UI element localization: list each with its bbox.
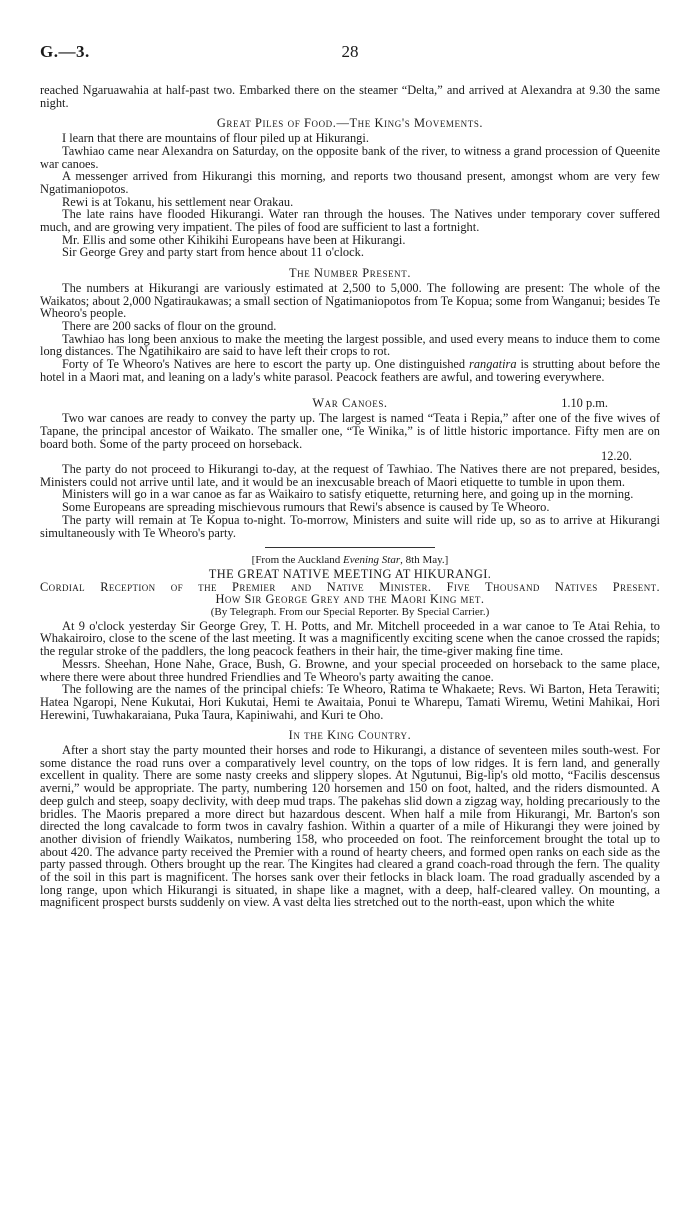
page-number: 28 [341, 42, 359, 61]
page-header [40, 42, 660, 66]
dispatch-time: 12.20. [601, 449, 632, 464]
document-reference: G.—3. [40, 42, 90, 61]
paragraph: The party will remain at Te Kopua to-night. To-morrow, Ministers and suite will ride up, so as to arrive at Hikurangi simultaneously with Te Wheoro's party. [40, 512, 660, 540]
paragraph: After a short stay the party mounted their horses and rode to Hikurangi, a distance of seventeen miles south-west. For some distance the road runs over a comparatively level country, on the tops of low ridges. It is fern land, and generally excellent in quality. There are some nasty creeks and slippery slopes. At Ngutunui, Big-lip's old motto, “Facilis descensus averni,” would be appropriate. The party, numbering 120 horsemen and 150 on foot, halted, and the riders dismounted. A deep gulch and steep, soapy declivity, with deep mud traps. The pakehas slid down a zigzag way, holding precariously to the bridles. The Maoris prepared a more direct but hazardous descent. When half a mile from Hikurangi, Mr. Barton's son directed the long cavalcade to form twos in cavalry fashion. Within a quarter of a mile of Hikurangi they were joined by another division of friendly Waikatos, numbering 158, who proceeded on foot. The reinforcement brought the total up to about 420. The advance party received the Premier with a round of hearty cheers, and formed open ranks on each side as the party passed through. Others brought up the rear. The Kingites had cleared a grand coach-road through the fern. The quality of the soil in this part is magnificent. The horses sank over their fetlocks in black loam. The road gradually ascended by a long range, upon which Hikurangi is situated, in shape like a magnet, with a deep, half-cleared valley. On mounting, a magnificent prospect bursts suddenly on view. A vast delta lies stretched out to the north-east, upon which the white [40, 743, 660, 910]
paragraph: The late rains have flooded Hikurangi. Water ran through the houses. The Natives under temporary cover suffered much, and are growing very impatient. The piles of food are sufficient to last a fortnight. [40, 207, 660, 235]
paragraph: Tawhiao came near Alexandra on Saturday, on the opposite bank of the river, to witness a grand procession of Queenite war canoes. [40, 143, 660, 171]
paragraph-intro: reached Ngaruawahia at half-past two. Embarked there on the steamer “Delta,” and arrived at Alexandra at 9.30 the same night. [40, 83, 660, 110]
section-heading-war-canoes [40, 397, 660, 410]
section-heading-king-country: In the King Country. [288, 728, 412, 743]
paragraph: The party do not proceed to Hikurangi to-day, at the request of Tawhiao. The Natives there are not prepared, besides, Ministers could not arrive until late, and it would be an inexcusable breach of Maori etiquette to tumble in upon them. [40, 461, 660, 489]
text-run: is strutting about before the hotel in a Maori mat, and leaning on a lady's white parasol. Peacock feathers are awful, and towering everywhere. [40, 357, 660, 384]
paragraph: The numbers at Hikurangi are variously estimated at 2,500 to 5,000. The following are present: The whole of the Waikatos; about 2,000 Ngatiraukawas; a small section of Ngatimaniopotos from Te Kopua; some from Wanganui; besides Te Wheoro's people. [40, 280, 660, 321]
paragraph: Messrs. Sheehan, Hone Nahe, Grace, Bush, G. Browne, and your special proceeded on horseback to the same place, where there were about three hundred Friendlies and Te Wheoro's party awaiting the canoe. [40, 656, 660, 684]
paragraph: Sir George Grey and party start from hence about 11 o'clock. [62, 245, 364, 260]
section-heading-number-present: The Number Present. [288, 266, 412, 281]
section-heading-great-piles: Great Piles of Food.—The King's Movements. [216, 116, 484, 131]
paragraph: Tawhiao has long been anxious to make the meeting the largest possible, and used every means to induce them to come long distances. The Ngatihikairo are said to have left their crops to rot. [40, 331, 660, 359]
divider [265, 547, 435, 548]
paragraph: Some Europeans are spreading mischievous rumours that Rewi's absence is caused by Te Wheoro. [62, 500, 550, 515]
italic-term: rangatira [469, 357, 517, 372]
text-run: , 8th May.] [400, 554, 449, 567]
paragraph: Rewi is at Tokanu, his settlement near Orakau. [62, 194, 294, 209]
italic-term: Evening Star [343, 554, 401, 567]
paragraph: A messenger arrived from Hikurangi this morning, and reports two thousand present, amongst whom are very few Ngatimaniopotos. [40, 169, 660, 196]
text-run: [From the Auckland [251, 554, 344, 567]
page-content [40, 84, 660, 909]
paragraph: The following are the names of the principal chiefs: Te Wheoro, Ratima te Whakaete; Revs. Wi Barton, Heta Terawiti; Hatea Ngaropi, Nene Kukutai, Hori Kukutai, Hemi te Awaitaia, Ponui te Wharepu, Tamati Wiremu, Wetini Mahikai, Hori Herewini, Tuwhakaraiana, Puka Taura, Kapiniwahi, and Kuri te Oho. [40, 682, 660, 722]
paragraph: Two war canoes are ready to convey the party up. The largest is named “Teata i Repia,” after one of the five wives of Tapane, the principal ancestor of Waikato. The smaller one, “Te Winika,” is of little historic importance. Fifty men are on board both. Some of the party proceed on horseback. [40, 411, 660, 451]
spacer [40, 383, 660, 389]
telegraph-credit: (By Telegraph. From our Special Reporter. By Special Carrier.) [210, 606, 490, 619]
paragraph: At 9 o'clock yesterday Sir George Grey, T. H. Potts, and Mr. Mitchell proceeded in a war canoe to Te Atai Rehia, to Whakairoiro, close to the scene of the last meeting. It was a magnificently exciting scene when the canoe crossed the rapids; the regular stroke of the paddlers, the long peacock feathers in their hair, the time-giver making fine time. [40, 618, 660, 659]
paragraph: Ministers will go in a war canoe as far as Waikairo to satisfy etiquette, returning here, and going up in the morning. [62, 487, 634, 502]
text-run: Forty of Te Wheoro's Natives are here to escort the party up. One distinguished [62, 357, 470, 372]
paragraph: I learn that there are mountains of flour piled up at Hikurangi. [62, 131, 369, 146]
article-title: THE GREAT NATIVE MEETING AT HIKURANGI. [208, 566, 492, 581]
article-subheading: Cordial Reception of the Premier and Native Minister. Five Thousand Natives Present. [40, 579, 660, 594]
article-subheading-2: How Sir George Grey and the Maori King met. [215, 592, 485, 607]
paragraph [40, 358, 660, 383]
source-citation [40, 554, 660, 567]
section-heading-text: War Canoes. [312, 396, 388, 411]
dispatch-time: 1.10 p.m. [561, 396, 608, 411]
paragraph: Mr. Ellis and some other Kihikihi Europeans have been at Hikurangi. [62, 232, 406, 247]
paragraph: There are 200 sacks of flour on the ground. [62, 318, 277, 333]
